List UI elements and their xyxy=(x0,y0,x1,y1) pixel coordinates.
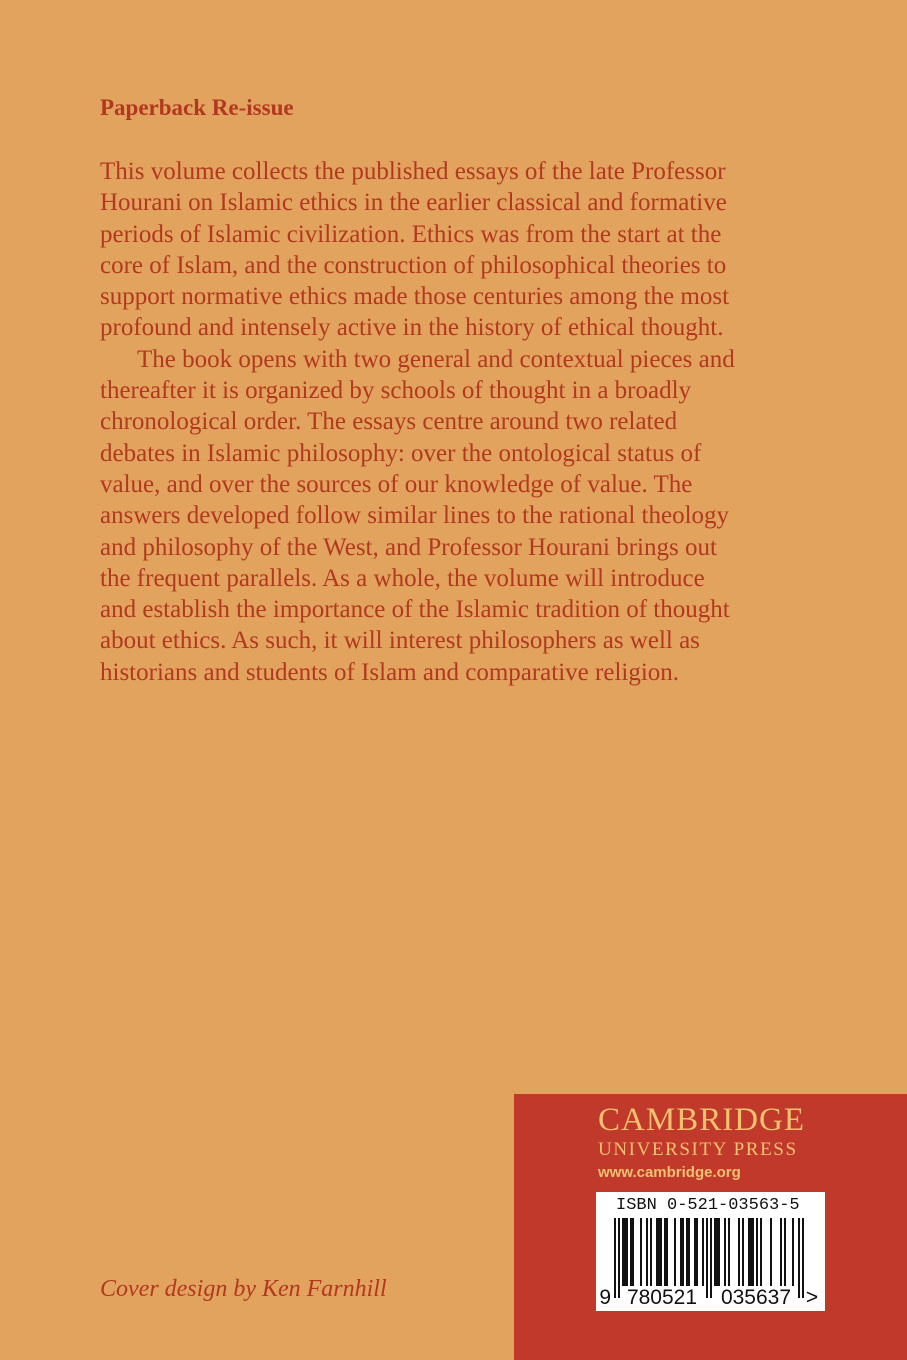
blurb-line: support normative ethics made those centuries among the most xyxy=(100,283,730,311)
blurb-line: thereafter it is organized by schools of thought in a broadly xyxy=(100,377,692,405)
barcode-bar xyxy=(640,1218,642,1286)
barcode-bar xyxy=(694,1218,696,1286)
barcode-bar xyxy=(728,1218,730,1286)
barcode-bar xyxy=(742,1218,744,1286)
blurb-paragraph-2 xyxy=(100,344,820,688)
blurb-line: and philosophy of the West, and Professor Hourani brings out xyxy=(100,533,717,561)
blurb-line: value, and over the sources of our knowledge of value. The xyxy=(100,470,693,498)
barcode-bar xyxy=(718,1218,720,1286)
barcode-bar xyxy=(630,1218,632,1286)
barcode-bar xyxy=(688,1218,690,1286)
edition-label: Paperback Re-issue xyxy=(100,95,294,120)
blurb-line: core of Islam, and the construction of philosophical theories to xyxy=(100,251,727,279)
barcode-bar xyxy=(716,1218,718,1286)
barcode-quiet-zone-mark: > xyxy=(805,1286,819,1309)
blurb-line: Hourani on Islamic ethics in the earlier classical and formative xyxy=(100,189,727,217)
barcode-guard-bar xyxy=(710,1218,712,1298)
barcode-bar xyxy=(660,1218,662,1286)
barcode-bar xyxy=(760,1218,762,1286)
blurb-paragraph-1 xyxy=(100,156,820,344)
barcode-bar xyxy=(738,1218,740,1286)
barcode-guard-bar xyxy=(706,1218,708,1298)
barcode-bar xyxy=(752,1218,754,1286)
barcode-bar xyxy=(784,1218,786,1286)
blurb-line: This volume collects the published essays of the late Professor xyxy=(100,158,726,185)
barcode-bar xyxy=(686,1218,688,1286)
barcode-digit-prefix: 9 xyxy=(599,1286,611,1309)
barcode-bar xyxy=(680,1218,682,1286)
isbn-label: ISBN 0-521-03563-5 xyxy=(616,1196,800,1215)
barcode-digits-left: 780521 xyxy=(626,1286,698,1309)
barcode-bar xyxy=(632,1218,634,1286)
barcode-guard-bar xyxy=(614,1218,616,1298)
barcode-guard-bar xyxy=(802,1218,804,1298)
blurb-line: debates in Islamic philosophy: over the ontological status of xyxy=(100,439,702,467)
blurb-line: answers developed follow similar lines to the rational theology xyxy=(100,502,730,530)
barcode-bar xyxy=(724,1218,726,1286)
publisher-subtitle: UNIVERSITY PRESS xyxy=(598,1139,798,1160)
barcode-bar xyxy=(658,1218,660,1286)
blurb-line: The book opens with two general and contextual pieces and xyxy=(137,345,735,373)
barcode-bar xyxy=(696,1218,698,1286)
barcode-bar xyxy=(656,1218,658,1286)
barcode-digits-right: 035637 xyxy=(720,1286,792,1309)
blurb-line: and establish the importance of the Islamic tradition of thought xyxy=(100,596,730,624)
publisher-panel xyxy=(514,1094,907,1360)
barcode-bar xyxy=(622,1218,624,1286)
publisher-name: CAMBRIDGE xyxy=(598,1102,806,1138)
barcode-box xyxy=(596,1192,825,1311)
barcode-bar xyxy=(756,1218,758,1286)
blurb-line: historians and students of Islam and comparative religion. xyxy=(100,658,680,686)
barcode-bar xyxy=(666,1218,668,1286)
barcode-bar xyxy=(748,1218,750,1286)
barcode-bar xyxy=(646,1218,648,1286)
barcode-bar xyxy=(664,1218,666,1286)
barcode-bar xyxy=(792,1218,794,1286)
barcode-bar xyxy=(682,1218,684,1286)
barcode-bar xyxy=(780,1218,782,1286)
barcode-bar xyxy=(770,1218,772,1286)
ean-barcode xyxy=(596,1192,825,1311)
blurb-line: periods of Islamic civilization. Ethics was from the start at the xyxy=(100,220,722,248)
barcode-bar xyxy=(750,1218,752,1286)
blurb-line: the frequent parallels. As a whole, the volume will introduce xyxy=(100,564,705,592)
barcode-bar xyxy=(624,1218,626,1286)
barcode-bar xyxy=(702,1218,704,1286)
blurb-line: chronological order. The essays centre around two related xyxy=(100,408,678,436)
cover-design-credit: Cover design by Ken Farnhill xyxy=(100,1276,387,1302)
barcode-bar xyxy=(650,1218,652,1286)
barcode-bar xyxy=(674,1218,676,1286)
barcode-guard-bar xyxy=(798,1218,800,1298)
blurb-text xyxy=(100,156,820,688)
publisher-url: www.cambridge.org xyxy=(598,1164,741,1181)
blurb-line: about ethics. As such, it will interest philosophers as well as xyxy=(100,627,700,655)
blurb-line: profound and intensely active in the history of ethical thought. xyxy=(100,314,724,342)
barcode-bar xyxy=(714,1218,716,1286)
barcode-guard-bar xyxy=(618,1218,620,1298)
barcode-bar xyxy=(626,1218,628,1286)
